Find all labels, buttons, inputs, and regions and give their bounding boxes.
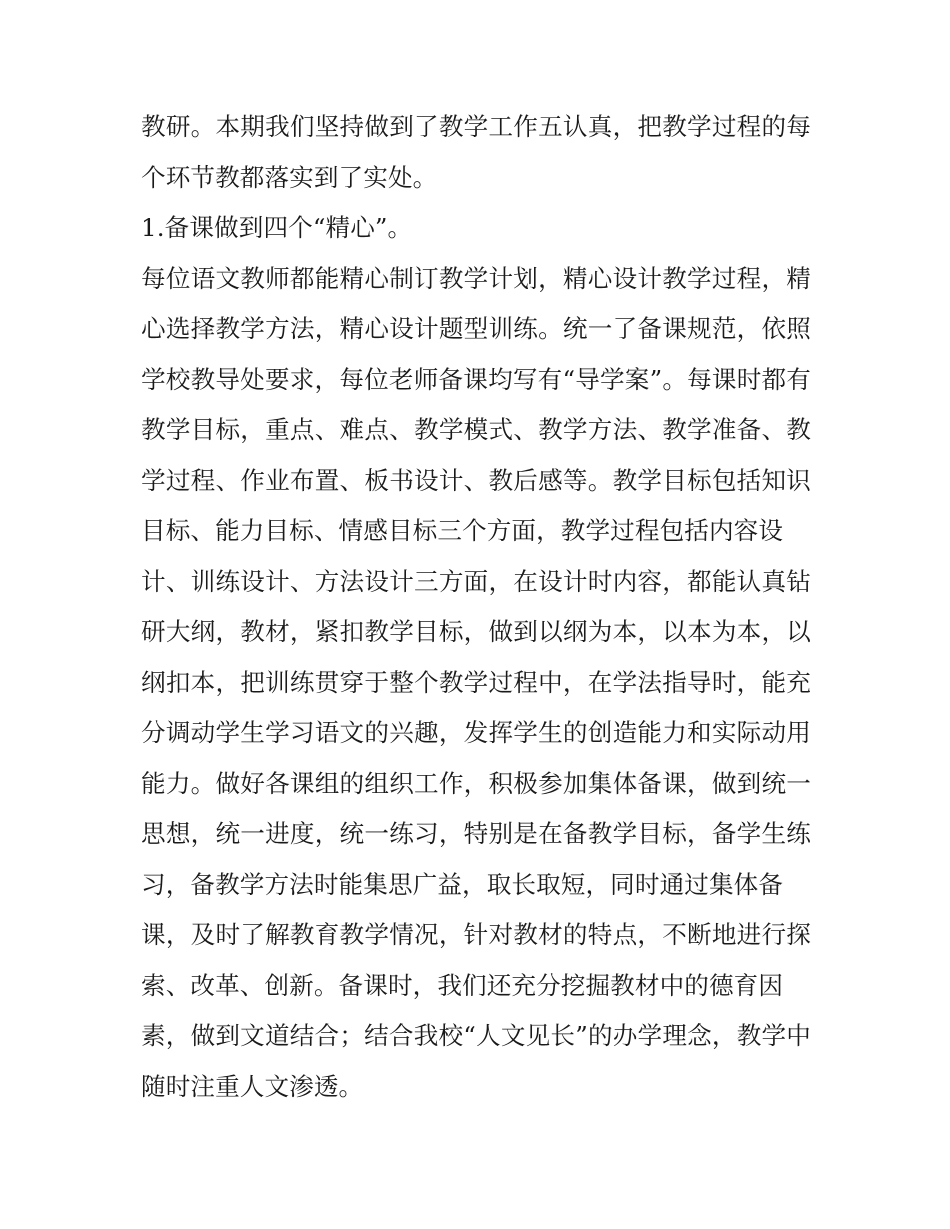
text-line: 研大纲，教材，紧扣教学目标，做到以纲为本，以本为本，以: [141, 617, 811, 646]
text-line: 学过程、作业布置、板书设计、教后感等。教学目标包括知识: [141, 465, 811, 495]
text-line: 教学目标，重点、难点、教学模式、教学方法、教学准备、教: [141, 415, 811, 444]
text-line: 个环节教都落实到了实处。: [141, 162, 438, 192]
text-line: 每位语文教师都能精心制订教学计划，精心设计教学过程，精: [141, 263, 811, 293]
text-line: 思想，统一进度，统一练习，特别是在备教学目标，备学生练: [141, 819, 811, 848]
text-line: 索、改革、创新。备课时，我们还充分挖掘教材中的德育因: [141, 970, 784, 1000]
text-line: 分调动学生学习语文的兴趣，发挥学生的创造能力和实际动用: [141, 718, 811, 747]
text-line: 学校教导处要求，每位老师备课均写有“导学案”。每课时都有: [141, 364, 811, 394]
text-line: 习，备教学方法时能集思广益，取长取短，同时通过集体备: [141, 869, 784, 899]
text-line: 纲扣本，把训练贯穿于整个教学过程中，在学法指导时，能充: [141, 667, 811, 697]
text-line: 心选择教学方法，精心设计题型训练。统一了备课规范，依照: [141, 314, 811, 343]
section-heading: 1.备课做到四个“精心”。: [141, 213, 413, 242]
text-line: 教研。本期我们坚持做到了教学工作五认真，把教学过程的每: [141, 112, 811, 141]
text-line: 素，做到文道结合；结合我校“人文见长”的办学理念，教学中: [141, 1021, 811, 1050]
text-line: 能力。做好各课组的组织工作，积极参加集体备课，做到统一: [141, 768, 811, 798]
text-line: 目标、能力目标、情感目标三个方面，教学过程包括内容设: [141, 516, 784, 545]
text-line: 随时注重人文渗透。: [141, 1071, 364, 1101]
text-line: 课，及时了解教育教学情况，针对教材的特点，不断地进行探: [141, 920, 811, 949]
text-line: 计、训练设计、方法设计三方面，在设计时内容，都能认真钻: [141, 566, 811, 596]
body-text: [141, 102, 811, 1112]
